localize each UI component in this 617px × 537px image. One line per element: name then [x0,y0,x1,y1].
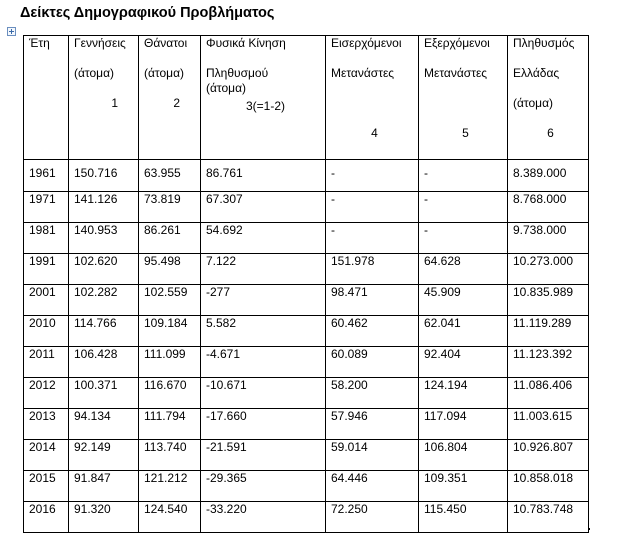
cell-births: 92.149 [69,440,139,471]
cell-births: 94.134 [69,409,139,440]
cell-population: 9.738.000 [508,223,589,254]
cell-year: 1991 [24,254,69,285]
cell-natural: 54.692 [201,223,326,254]
table-row [24,316,589,347]
header-year: Έτη [24,36,69,160]
cell-year: 2014 [24,440,69,471]
table-row [24,192,589,223]
cell-births: 102.620 [69,254,139,285]
cell-population: 8.768.000 [508,192,589,223]
cell-natural: -277 [201,285,326,316]
cell-population: 11.123.392 [508,347,589,378]
table-row [24,471,589,502]
cell-births: 100.371 [69,378,139,409]
cell-year: 2012 [24,378,69,409]
table-resize-handle[interactable] [588,528,590,530]
cell-population: 11.086.406 [508,378,589,409]
header-natural-change: Φυσικά Κίνηση Πληθυσμού (άτομα) 3(=1-2) [201,36,326,160]
cell-natural: -10.671 [201,378,326,409]
cell-population: 10.926.807 [508,440,589,471]
cell-emigrants: - [419,192,508,223]
cell-population: 10.783.748 [508,502,589,533]
cell-emigrants: - [419,160,508,192]
table-row [24,502,589,533]
cell-natural: -17.660 [201,409,326,440]
table-row [24,347,589,378]
cell-births: 150.716 [69,160,139,192]
cell-year: 2015 [24,471,69,502]
cell-population: 10.858.018 [508,471,589,502]
cell-natural: 67.307 [201,192,326,223]
cell-emigrants: - [419,223,508,254]
cell-births: 102.282 [69,285,139,316]
cell-deaths: 116.670 [139,378,201,409]
cell-deaths: 86.261 [139,223,201,254]
cell-year: 1981 [24,223,69,254]
cell-deaths: 113.740 [139,440,201,471]
cell-deaths: 124.540 [139,502,201,533]
cell-deaths: 111.794 [139,409,201,440]
table-row [24,378,589,409]
cell-year: 2010 [24,316,69,347]
header-emigrants: Εξερχόμενοι Μετανάστες 5 [419,36,508,160]
cell-population: 8.389.000 [508,160,589,192]
cell-natural: 86.761 [201,160,326,192]
cell-natural: -29.365 [201,471,326,502]
cell-immigrants: 58.200 [326,378,419,409]
cell-deaths: 109.184 [139,316,201,347]
cell-natural: -33.220 [201,502,326,533]
table-row [24,285,589,316]
cell-immigrants: 151.978 [326,254,419,285]
cell-population: 11.003.615 [508,409,589,440]
cell-year: 2016 [24,502,69,533]
cell-year: 2011 [24,347,69,378]
cell-year: 2001 [24,285,69,316]
cell-deaths: 73.819 [139,192,201,223]
document-title: Δείκτες Δημογραφικού Προβλήματος [20,5,275,21]
cell-emigrants: 117.094 [419,409,508,440]
cell-births: 140.953 [69,223,139,254]
cell-emigrants: 45.909 [419,285,508,316]
cell-births: 106.428 [69,347,139,378]
demographics-table [23,35,589,533]
cell-immigrants: - [326,192,419,223]
cell-emigrants: 92.404 [419,347,508,378]
cell-immigrants: - [326,160,419,192]
table-row [24,223,589,254]
header-population: Πληθυσμός Ελλάδας (άτομα) 6 [508,36,589,160]
cell-deaths: 111.099 [139,347,201,378]
cell-year: 1971 [24,192,69,223]
table-row [24,254,589,285]
header-row [24,36,589,160]
table-row [24,409,589,440]
cell-deaths: 95.498 [139,254,201,285]
table-row [24,160,589,192]
cell-deaths: 102.559 [139,285,201,316]
cell-immigrants: 60.089 [326,347,419,378]
cell-year: 1961 [24,160,69,192]
cell-natural: 7.122 [201,254,326,285]
cell-natural: -21.591 [201,440,326,471]
cell-population: 10.835.989 [508,285,589,316]
cell-deaths: 121.212 [139,471,201,502]
cell-emigrants: 64.628 [419,254,508,285]
cell-immigrants: 98.471 [326,285,419,316]
cell-natural: -4.671 [201,347,326,378]
cell-immigrants: 59.014 [326,440,419,471]
cell-immigrants: 60.462 [326,316,419,347]
cell-deaths: 63.955 [139,160,201,192]
cell-emigrants: 109.351 [419,471,508,502]
table-move-handle-icon[interactable] [7,27,16,36]
header-immigrants: Εισερχόμενοι Μετανάστες 4 [326,36,419,160]
cell-population: 11.119.289 [508,316,589,347]
cell-population: 10.273.000 [508,254,589,285]
cell-births: 141.126 [69,192,139,223]
table-row [24,440,589,471]
cell-immigrants: 72.250 [326,502,419,533]
cell-emigrants: 62.041 [419,316,508,347]
header-deaths: Θάνατοι (άτομα) 2 [139,36,201,160]
cell-immigrants: 64.446 [326,471,419,502]
cell-births: 91.320 [69,502,139,533]
cell-immigrants: - [326,223,419,254]
cell-immigrants: 57.946 [326,409,419,440]
cell-births: 91.847 [69,471,139,502]
cell-emigrants: 124.194 [419,378,508,409]
cell-natural: 5.582 [201,316,326,347]
cell-year: 2013 [24,409,69,440]
header-births: Γεννήσεις (άτομα) 1 [69,36,139,160]
cell-births: 114.766 [69,316,139,347]
cell-emigrants: 106.804 [419,440,508,471]
cell-emigrants: 115.450 [419,502,508,533]
